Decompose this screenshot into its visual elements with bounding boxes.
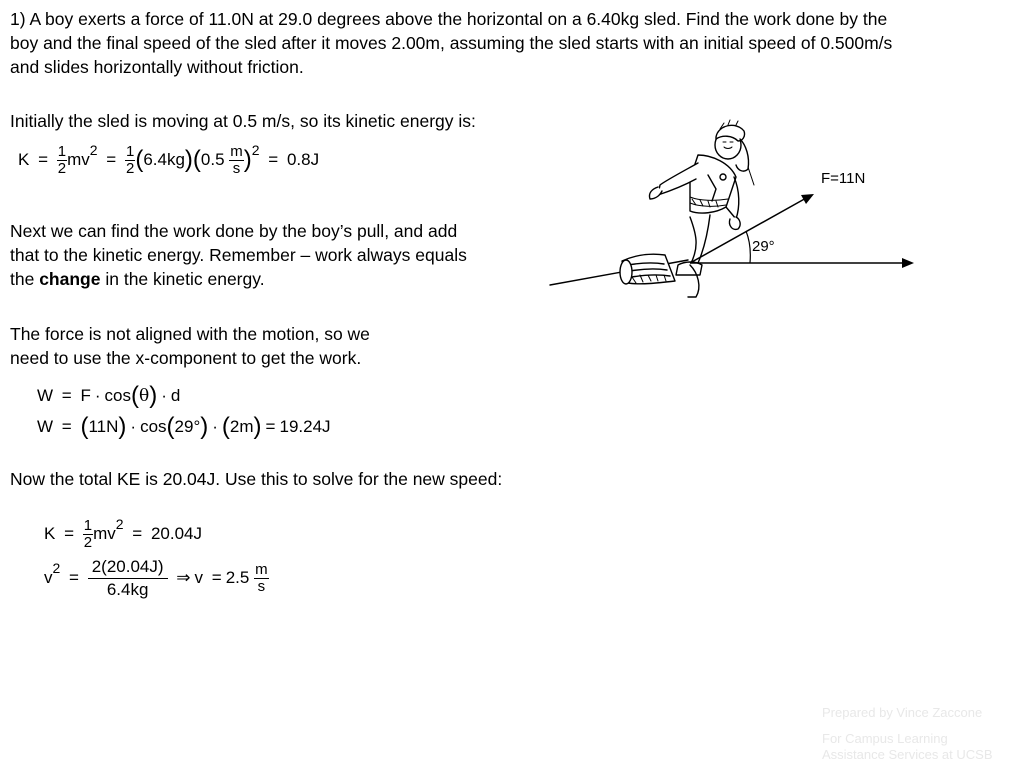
- eq-operator: ·: [94, 386, 101, 405]
- eq-symbol: W: [37, 417, 54, 436]
- half-fraction: [83, 518, 93, 551]
- eq-symbol: K: [18, 150, 30, 169]
- step3-text: [10, 322, 370, 370]
- ke-initial-equation: K = $\frac{1}{2}$ $mv^2$ = $\frac{1}{2}$ (6.4kg)(0.5 $\frac{m}{s}$ )$^2$ = 0.8J: [18, 142, 320, 178]
- problem-statement: [10, 7, 1020, 79]
- step3-line-2: need to use the x-component to get the work.: [10, 348, 362, 368]
- fraction-numerator: m: [230, 143, 243, 161]
- distance-value: 2m: [229, 417, 254, 436]
- fraction-denominator: 2: [57, 160, 67, 178]
- step4-text: Now the total KE is 20.04J. Use this to solve for the new speed:: [10, 469, 503, 489]
- eq-operator: ·: [212, 417, 218, 436]
- step2-text: [10, 219, 467, 291]
- fraction-numerator: 1: [83, 517, 93, 535]
- problem-line-1: 1) A boy exerts a force of 11.0N at 29.0 degrees above the horizontal on a 6.40kg sled. Find the work done by the: [10, 9, 888, 29]
- ke-final-result: 20.04J: [150, 524, 203, 543]
- unit-fraction: [229, 144, 244, 177]
- fraction-denominator: 2: [125, 160, 135, 178]
- theta-symbol: θ: [138, 386, 150, 406]
- angle-arc: [746, 231, 750, 263]
- fraction-denominator: s: [232, 160, 241, 178]
- eq-symbol: v: [44, 567, 53, 587]
- fraction-denominator: s: [257, 578, 266, 595]
- eq-symbol: d: [170, 386, 181, 405]
- step2-line-2: that to the kinetic energy. Remember – work always equals: [10, 245, 467, 265]
- eq-operator: =: [61, 417, 72, 436]
- text-run: the: [10, 269, 40, 289]
- fraction-numerator: 1: [125, 143, 135, 161]
- eq-operator: =: [64, 524, 75, 543]
- half-fraction: [125, 144, 135, 177]
- eq-operator: =: [132, 524, 143, 543]
- eq-symbol: mv: [93, 524, 116, 543]
- attribution-line-2: Assistance Services at UCSB: [822, 747, 993, 762]
- eq-symbol: cos: [140, 417, 167, 436]
- speed-equation: [44, 557, 269, 600]
- fraction-denominator: 6.4kg: [106, 580, 149, 599]
- exponent: 2: [251, 142, 260, 158]
- eq-operator: =: [61, 386, 72, 405]
- work-formula-equation: W = F · cos(θ) · d: [37, 382, 181, 409]
- ke-final-equation: [44, 516, 202, 551]
- angle-label: 29°: [752, 238, 775, 255]
- eq-operator: ·: [161, 386, 167, 405]
- speed-value: 0.5: [200, 150, 225, 169]
- problem-line-3: and slides horizontally without friction.: [10, 57, 304, 77]
- prepared-by-text: Prepared by Vince Zaccone: [822, 705, 983, 720]
- force-label: F=11N: [821, 170, 866, 187]
- text-run: in the kinetic energy.: [100, 269, 265, 289]
- speed-result: 2.5: [225, 567, 250, 587]
- eq-operator: ·: [130, 417, 137, 436]
- sled-diagram: [540, 115, 930, 315]
- attribution-text: [822, 731, 993, 763]
- angle-value: 29°: [174, 417, 201, 436]
- eq-operator: =: [268, 150, 279, 169]
- eq-symbol: mv: [67, 150, 90, 169]
- eq-operator: =: [38, 150, 49, 169]
- exponent: 2: [52, 559, 61, 576]
- boy-on-sled-illustration: [550, 120, 754, 297]
- work-result: 19.24J: [279, 417, 331, 436]
- unit-fraction: [254, 562, 269, 595]
- eq-symbol: K: [44, 524, 56, 543]
- step2-line-1: Next we can find the work done by the boy’s pull, and add: [10, 221, 458, 241]
- eq-symbol: W: [37, 386, 54, 405]
- eq-operator: =: [265, 417, 276, 436]
- horizontal-arrowhead: [902, 258, 914, 268]
- attribution-line-1: For Campus Learning: [822, 731, 948, 746]
- fraction-denominator: 2: [83, 534, 93, 552]
- half-fraction: [57, 144, 67, 177]
- implies-symbol: ⇒: [176, 567, 191, 587]
- speed-fraction: [88, 557, 168, 600]
- work-value-equation: W = (11N) · cos(29°) · (2m) = 19.24J: [37, 413, 331, 440]
- fraction-numerator: 2(20.04J): [88, 557, 168, 579]
- fraction-numerator: 1: [57, 143, 67, 161]
- eq-symbol: cos: [104, 386, 131, 405]
- eq-operator: =: [106, 150, 117, 169]
- eq-operator: =: [69, 567, 79, 587]
- exponent: 2: [89, 142, 98, 158]
- emphasis-change: change: [39, 269, 101, 289]
- mass-value: 6.4kg: [143, 150, 185, 169]
- step2-line-3: [10, 267, 467, 291]
- exponent: 2: [115, 516, 124, 532]
- eq-symbol: F: [80, 386, 91, 405]
- eq-symbol: v: [194, 567, 204, 587]
- step1-text: Initially the sled is moving at 0.5 m/s, so its kinetic energy is:: [10, 111, 476, 131]
- problem-line-2: boy and the final speed of the sled after it moves 2.00m, assuming the sled starts with an initial speed of 0.500m/s: [10, 33, 893, 53]
- force-value: 11N: [88, 417, 119, 436]
- eq-operator: =: [211, 567, 222, 587]
- fraction-numerator: m: [255, 561, 268, 578]
- ke-result: 0.8J: [286, 150, 320, 169]
- step3-line-1: The force is not aligned with the motion, so we: [10, 324, 370, 344]
